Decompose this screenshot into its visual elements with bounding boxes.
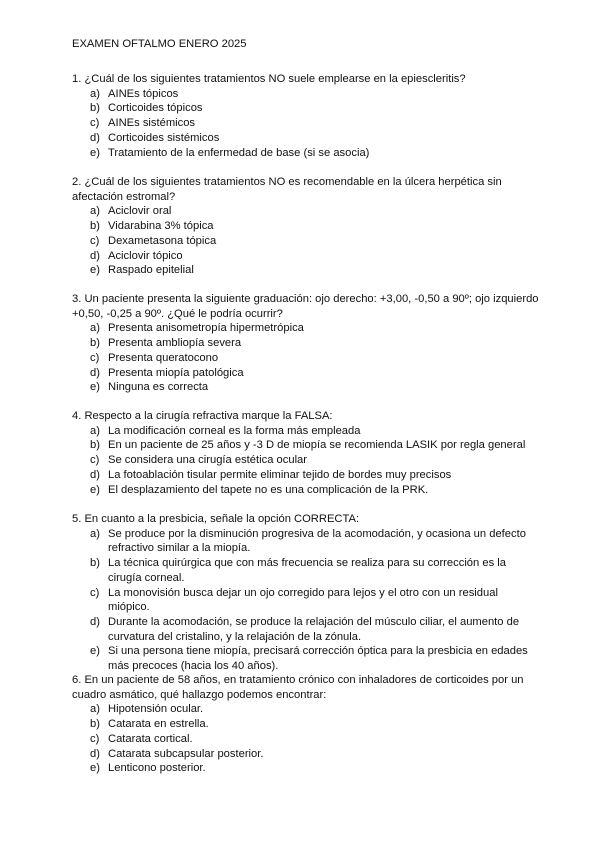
option-b: b) Presenta ambliopía severa [90, 337, 242, 350]
option-c: c) AINEs sistémicos [90, 117, 196, 130]
question-stem: 2. ¿Cuál de los siguientes tratamientos NO es recomendable en la úlcera herpética sin afectación estromal? [72, 176, 502, 203]
option-a: a) Aciclovir oral [90, 205, 172, 218]
option-c: c) Dexametasona tópica [90, 234, 217, 247]
question-6 [72, 673, 542, 776]
option-list [72, 702, 542, 776]
question-1 [72, 72, 542, 160]
option-a: a) La modificación corneal es la forma más empleada [90, 424, 361, 437]
option-e: e) Raspado epitelial [90, 264, 194, 277]
option-d: d) Durante la acomodación, se produce la relajación del músculo ciliar, el aumento de curvatura del cristalino, y la relajación de la zónula. [90, 615, 520, 643]
option-c: c) La monovisión busca dejar un ojo corregido para lejos y el otro con un residual miópico. [90, 586, 498, 614]
option-list [72, 424, 542, 498]
option-b: b) Catarata en estrella. [90, 718, 209, 731]
option-d: d) Aciclovir tópico [90, 249, 183, 262]
option-e: e) Si una persona tiene miopía, precisará corrección óptica para la presbicia en edades más precoces (hacia los 40 años). [90, 645, 528, 673]
option-e: e) Lenticono posterior. [90, 762, 206, 775]
question-stem: 4. Respecto a la cirugía refractiva marque la FALSA: [72, 410, 333, 422]
option-a: a) Presenta anisometropía hipermetrópica [90, 322, 304, 335]
option-a: a) Hipotensión ocular. [90, 703, 204, 716]
option-list [72, 87, 542, 161]
option-a: a) Se produce por la disminución progresiva de la acomodación, y ocasiona un defecto refractivo similar a la miopía. [90, 527, 526, 555]
option-e: e) El desplazamiento del tapete no es una complicación de la PRK. [90, 483, 429, 496]
option-list [72, 527, 542, 674]
option-c: c) Catarata cortical. [90, 732, 193, 745]
option-d: d) Corticoides sistémicos [90, 131, 220, 144]
option-e: e) Tratamiento de la enfermedad de base (si se asocia) [90, 146, 370, 159]
exam-title: EXAMEN OFTALMO ENERO 2025 [72, 38, 247, 50]
option-c: c) Se considera una cirugía estética ocular [90, 454, 308, 467]
option-d: d) La fotoablación tisular permite eliminar tejido de bordes muy precisos [90, 468, 452, 481]
option-e: e) Ninguna es correcta [90, 381, 209, 394]
question-stem: 6. En un paciente de 58 años, en tratamiento crónico con inhaladores de corticoides por un cuadro asmático, qué hallazgo podemos encontrar: [72, 674, 524, 701]
option-b: b) La técnica quirúrgica que con más frecuencia se realiza para su corrección es la cirugía corneal. [90, 557, 506, 584]
question-3 [72, 292, 542, 395]
option-d: d) Catarata subcapsular posterior. [90, 747, 264, 760]
question-5 [72, 512, 542, 674]
option-a: a) AINEs tópicos [90, 87, 179, 100]
question-4 [72, 409, 542, 497]
question-2 [72, 175, 542, 278]
option-list [72, 321, 542, 395]
option-list [72, 204, 542, 278]
question-stem: 3. Un paciente presenta la siguiente graduación: ojo derecho: +3,00, -0,50 a 90º; ojo izquierdo +0,50, -0,25 a 90º. ¿Qué le podría ocurrir? [72, 293, 539, 320]
option-b: b) Corticoides tópicos [90, 102, 203, 115]
option-b: b) Vidarabina 3% tópica [90, 220, 214, 233]
question-stem: 1. ¿Cuál de los siguientes tratamientos NO suele emplearse en la epiescleritis? [72, 73, 466, 85]
option-c: c) Presenta queratocono [90, 351, 219, 364]
option-d: d) Presenta miopía patológica [90, 366, 244, 379]
option-b: b) En un paciente de 25 años y -3 D de miopía se recomienda LASIK por regla general [90, 439, 526, 452]
question-stem: 5. En cuanto a la presbicia, señale la opción CORRECTA: [72, 513, 360, 525]
